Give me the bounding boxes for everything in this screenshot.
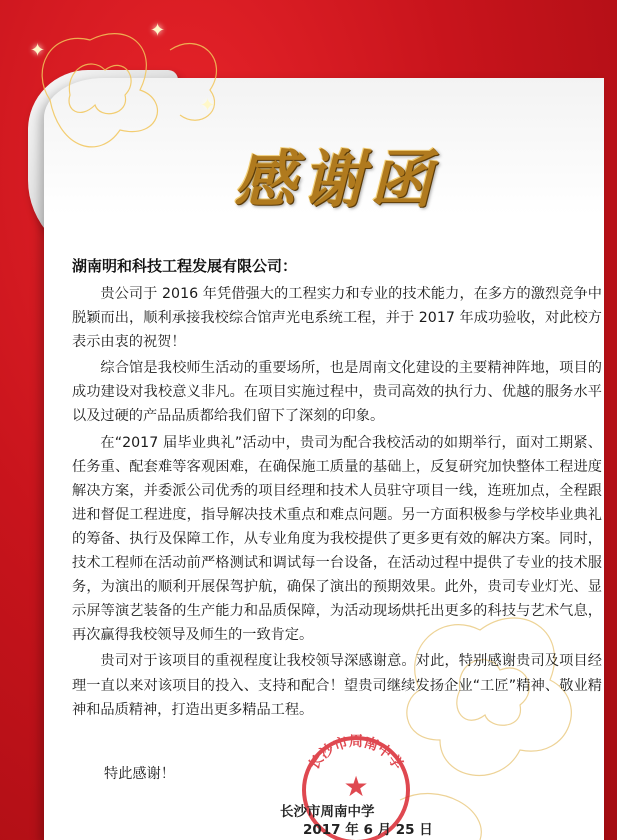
letter-paragraph: 贵司对于该项目的重视程度让我校领导深感谢意。对此，特别感谢贵司及项目经理一直以来对该项目的投入、支持和配合！望贵司继续发扬企业“工匠”精神、敬业精神和品质精神，打造出更多精品工程。 — [72, 653, 602, 718]
sparkle-icon: ✦ — [200, 95, 216, 116]
letter-salutation: 湖南明和科技工程发展有限公司： — [72, 257, 298, 275]
sparkle-icon: ✦ — [150, 20, 166, 41]
letter-paragraph: 在“2017 届毕业典礼”活动中，贵司为配合我校活动的如期举行，面对工期紧、任务重、配套难等客观困难，在确保施工质量的基础上，反复研究加快整体工程进度解决方案，并委派公司优秀的项目经理和技术人员驻守项目一线，连班加点，全程跟进和督促工程进度，指导解决技术重点和难点问题。另一方面积极参与学校毕业典礼的筹备、执行及保障工作，从专业角度为我校提供了更多更有效的解决方案。同时，技术工程师在活动前严格测试和调试每一台设备，在活动过程中提供了专业的技术服务，为演出的顺利开展保驾护航，确保了演出的预期效果。此外，贵司专业灯光、显示屏等演艺装备的生产能力和品质保障，为活动现场烘托出更多的科技与艺术气息，再次赢得我校领导及师生的一致肯定。 — [72, 434, 602, 644]
letter-body — [72, 282, 602, 724]
seal-text: 长沙市周南中学 — [306, 734, 406, 773]
letter-closing: 特此感谢！ — [104, 766, 175, 782]
letter-paragraph: 贵公司于 2016 年凭借强大的工程实力和专业的技术能力，在多方的激烈竞争中脱颖而出，顺利承接我校综合馆声光电系统工程，并于 2017 年成功验收，对此校方表示由衷的祝贺！ — [72, 286, 602, 351]
svg-text:★: ★ — [343, 770, 369, 803]
signature-date: 2017 年 6 月 25 日 — [303, 822, 433, 838]
letter-paragraph: 综合馆是我校师生活动的重要场所，也是周南文化建设的主要精神阵地，项目的成功建设对我校意义非凡。在项目实施过程中，贵司高效的执行力、优越的服务水平以及过硬的产品品质都给我们留下了深刻的印象。 — [72, 360, 602, 425]
signer-name: 长沙市周南中学 — [280, 804, 375, 820]
sparkle-icon: ✦ — [30, 40, 46, 61]
letter-title: 感谢函 — [233, 143, 438, 216]
